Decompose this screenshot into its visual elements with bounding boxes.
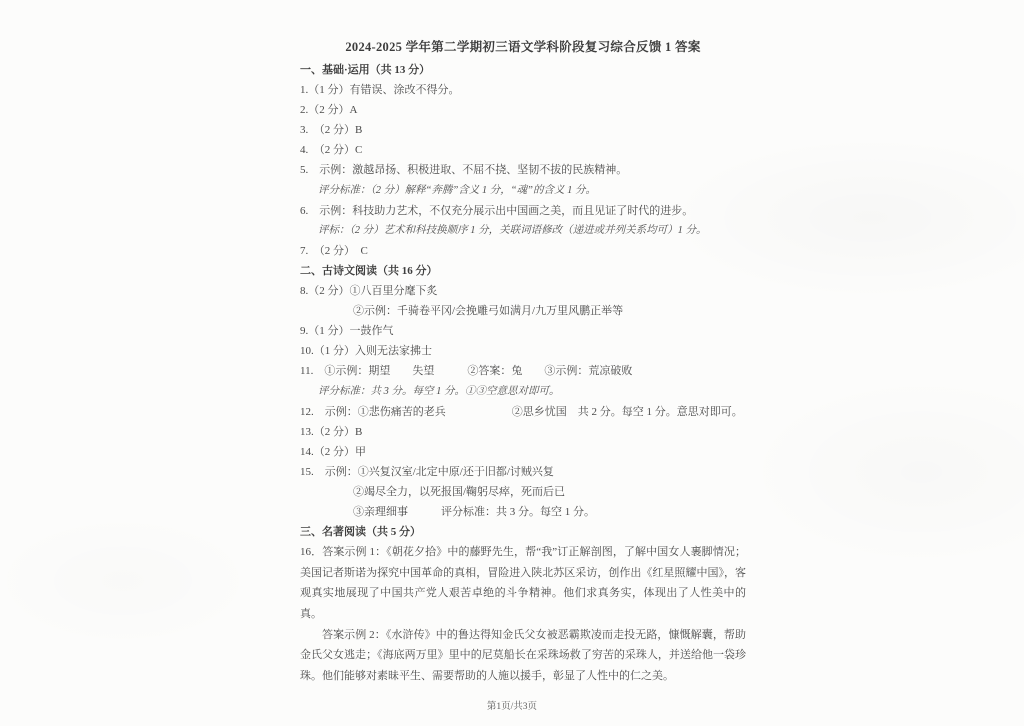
document-line: 一、基础·运用（共 13 分） — [300, 64, 431, 76]
document-line: 14.（2 分）甲 — [300, 445, 366, 458]
document-line: 2.（2 分）A — [300, 104, 358, 117]
document-line: 三、名著阅读（共 5 分） — [300, 526, 421, 539]
document-line: 10.（1 分）入则无法家拂士 — [300, 345, 432, 358]
page-title: 2024-2025 学年第二学期初三语文学科阶段复习综合反馈 1 答案 — [345, 40, 701, 54]
document-line: 15. 示例：①兴复汉室/北定中原/还于旧都/讨贼兴复 — [300, 465, 554, 478]
document-line: ②示例：千骑卷平冈/会挽雕弓如满月/九万里风鹏正举等 — [353, 305, 624, 318]
document-line: ②竭尽全力，以死报国/鞠躬尽瘁，死而后已 — [353, 485, 566, 498]
answer-content — [300, 60, 746, 686]
document-line: 4. （2 分）C — [300, 144, 363, 157]
document-line: 16．答案示例 1：《朝花夕拾》中的藤野先生，帮“我”订正解剖图，了解中国女人裹脚情况；美国记者斯诺为探究中国革命的真相，冒险进入陕北苏区采访，创作出《红星照耀中国》，客观真实地展现了中国共产党人艰苦卓绝的斗争精神。他们求真务实，体现出了人性美中的真。 — [300, 546, 746, 621]
document-line: 13.（2 分）B — [300, 425, 363, 438]
document-line: 12. 示例：①悲伤痛苦的老兵 ②思乡忧国 共 2 分。每空 1 分。意思对即可。 — [300, 405, 743, 418]
document-line: 6. 示例：科技助力艺术，不仅充分展示出中国画之美，而且见证了时代的进步。 — [300, 204, 694, 217]
page-number: 第1页/共3页 — [486, 702, 538, 712]
document-line: 二、古诗文阅读（共 16 分） — [300, 264, 438, 277]
document-line: 11. ①示例：期望 失望 ②答案：兔 ③示例：荒凉破败 — [300, 365, 633, 378]
document-line: 3. （2 分）B — [300, 124, 363, 137]
document-line: 评标：（2 分）艺术和科技换顺序 1 分，关联词语修改（递进或并列关系均可）1 分。 — [318, 224, 707, 236]
document-line: 5. 示例：激越昂扬、积极进取、不屈不挠、坚韧不拔的民族精神。 — [300, 164, 628, 177]
document-line: 1.（1 分）有错误、涂改不得分。 — [300, 84, 460, 97]
document-line: 8.（2 分）①八百里分麾下炙 — [300, 285, 438, 298]
document-line: 评分标准：共 3 分。每空 1 分。①③空意思对即可。 — [318, 385, 560, 397]
document-line: 评分标准：（2 分）解释“奔腾”含义 1 分，“魂”的含义 1 分。 — [318, 184, 596, 196]
document-line: 7. （2 分） C — [300, 244, 368, 257]
document-line: 答案示例 2：《水浒传》中的鲁达得知金氏父女被恶霸欺凌而走投无路，慷慨解囊，帮助金氏父女逃走；《海底两万里》里中的尼莫船长在采珠场救了穷苦的采珠人，并送给他一袋珍珠。他们能够对素昧平生、需要帮助的人施以援手，彰显了人性中的仁之美。 — [300, 628, 746, 682]
document-line: ③亲理细事 评分标准：共 3 分。每空 1 分。 — [353, 506, 595, 519]
document-line: 9.（1 分）一鼓作气 — [300, 325, 394, 338]
